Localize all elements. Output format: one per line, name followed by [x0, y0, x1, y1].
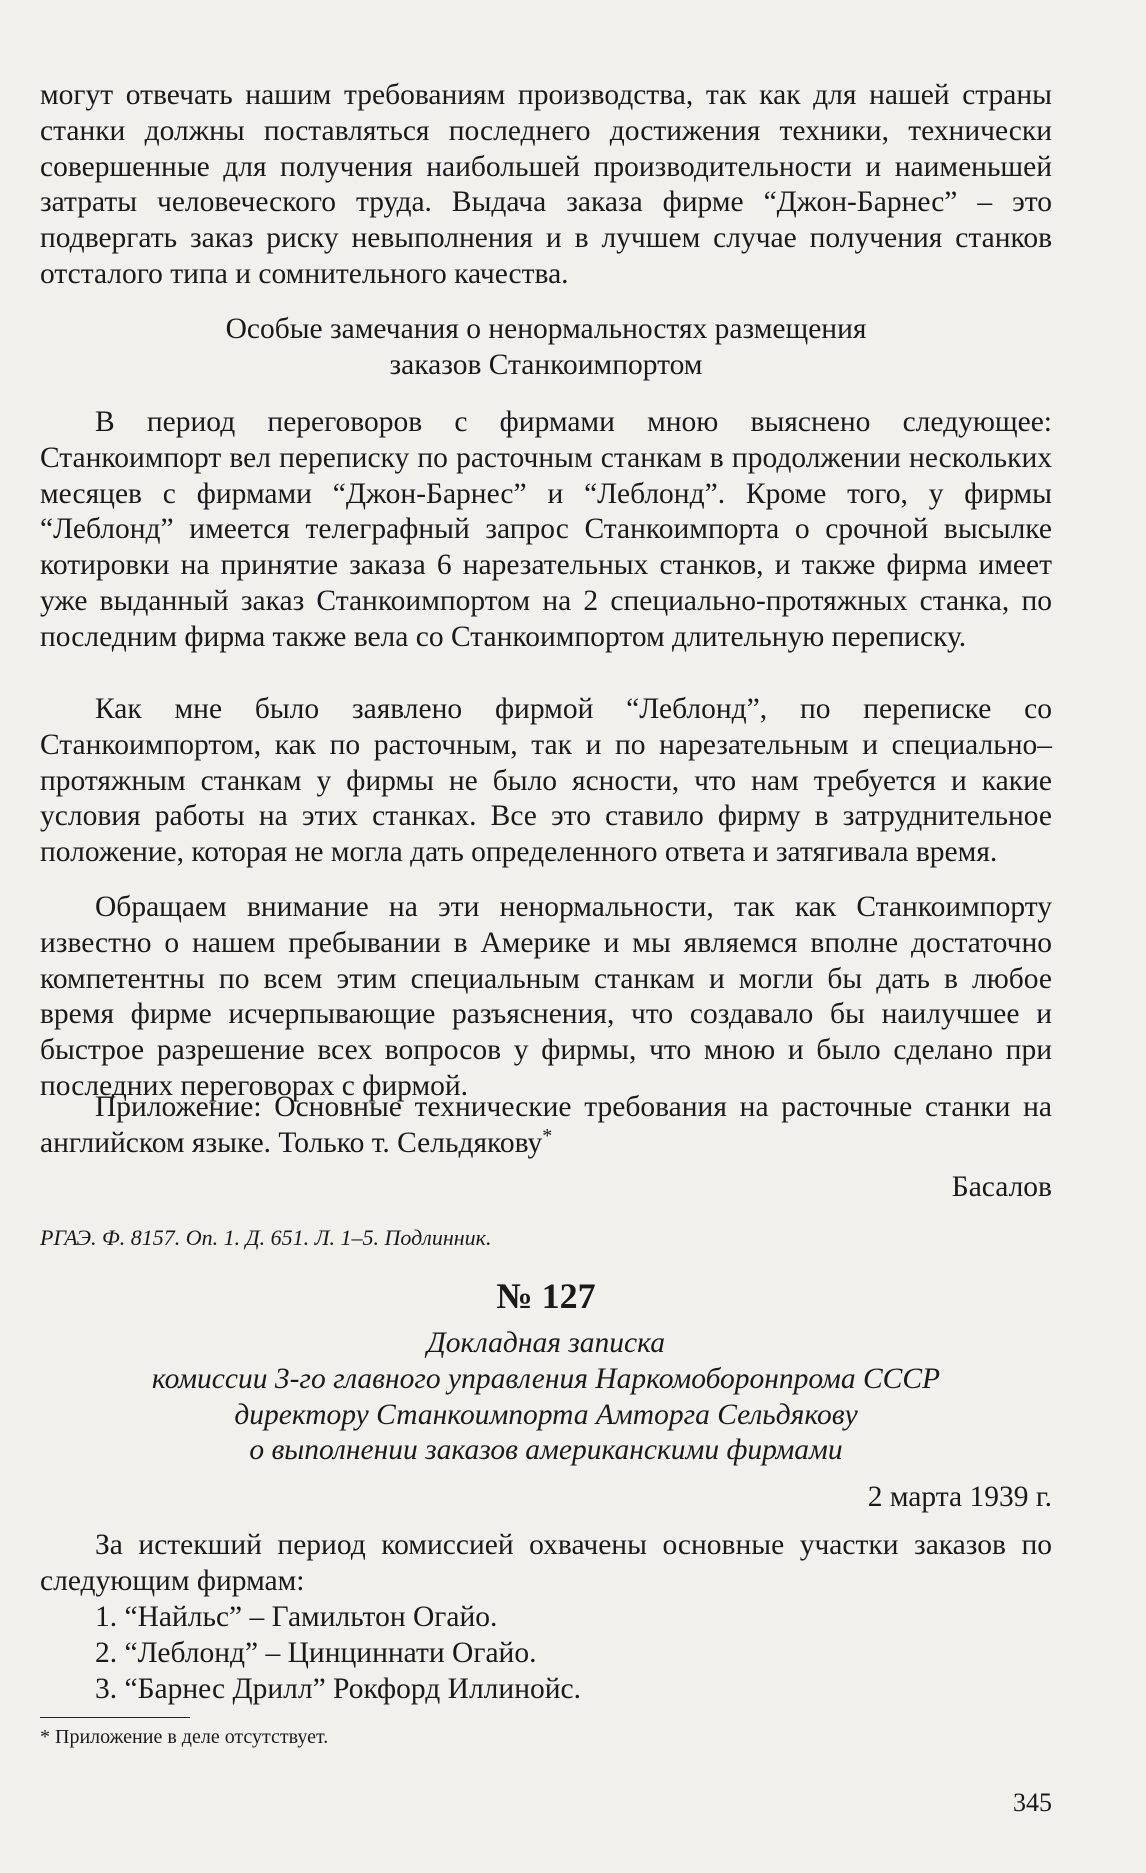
- footnote: * Приложение в деле отсутствует.: [40, 1726, 329, 1748]
- document-title-block: [40, 1326, 1052, 1469]
- intro-paragraph: [40, 1528, 1052, 1600]
- paragraph-1: [40, 78, 1052, 293]
- document-number-block: [40, 1275, 1052, 1317]
- source-reference: РГАЭ. Ф. 8157. Оп. 1. Д. 651. Л. 1–5. Подлинник.: [40, 1225, 492, 1250]
- section-heading: [40, 312, 1052, 384]
- list-item: 2. “Леблонд” – Цинциннати Огайо.: [95, 1636, 537, 1669]
- footnote-divider: [40, 1717, 190, 1718]
- document-date: 2 марта 1939 г.: [867, 1481, 1052, 1513]
- paragraph-3-text: Как мне было заявлено фирмой “Леблонд”, по переписке со Станкоимпортом, как по расточным, так и по нарезательным и специально–протяжным станкам у фирмы не было ясности, что нам требуется и какие условия работы на этих станках. Все это ставило фирму в затруднительное положение, которая не могла дать определенного ответа и затягивала время.: [40, 693, 1052, 869]
- paragraph-1-text: могут отвечать нашим требованиям производства, так как для нашей страны станки должны поставляться последнего достижения техники, технически совершенные для получения наибольшей производительности и наименьшей затраты человеческого труда. Выдача заказа фирме “Джон-Барнес” – это подвергать заказ риску невыполнения и в лучшем случае получения станков отсталого типа и сомнительного качества.: [40, 79, 1052, 290]
- signature: Басалов: [951, 1171, 1052, 1203]
- signature-block: [40, 1170, 1052, 1206]
- document-title-line-4: о выполнении заказов американскими фирмами: [249, 1434, 843, 1467]
- list-item: 1. “Найльс” – Гамильтон Огайо.: [95, 1601, 498, 1633]
- document-date-block: [40, 1480, 1052, 1516]
- paragraph-2: [40, 405, 1052, 656]
- paragraph-5: [40, 1090, 1052, 1162]
- list-item: 3. “Барнес Дрилл” Рокфорд Иллинойс.: [95, 1672, 581, 1705]
- document-title-line-1: Докладная записка: [427, 1327, 665, 1359]
- document-number: № 127: [496, 1276, 596, 1316]
- firms-list: [40, 1600, 1052, 1707]
- footnote-marker: *: [542, 1124, 553, 1147]
- document-title-line-3: директору Станкоимпорта Амторга Сельдякову: [234, 1398, 858, 1431]
- heading-line-1: Особые замечания о ненормальностях размещения: [225, 313, 867, 345]
- archival-source: [40, 1225, 1052, 1251]
- intro-text: За истекший период комиссией охвачены основные участки заказов по следующим фирмам:: [40, 1529, 1052, 1597]
- page-number: 345: [1013, 1788, 1052, 1817]
- paragraph-5-text: [40, 1090, 1052, 1162]
- appendix-text: Приложение: Основные технические требования на расточные станки на английском языке. Только т. Сельдякову: [40, 1091, 1052, 1159]
- paragraph-2-text: В период переговоров с фирмами мною выяснено следующее: Станкоимпорт вел переписку по расточным станкам в продолжении нескольких месяцев с фирмами “Джон-Барнес” и “Леблонд”. Кроме того, у фирмы “Леблонд” имеется телеграфный запрос Станкоимпорта о срочной высылке котировки на принятие заказа 6 нарезательных станков, и также фирма имеет уже выданный заказ Станкоимпортом на 2 специально-протяжных станка, по последним фирма также вела со Станкоимпортом длительную переписку.: [40, 406, 1052, 653]
- heading-line-2: заказов Станкоимпортом: [389, 348, 703, 381]
- paragraph-4-text: Обращаем внимание на эти ненормальности, так как Станкоимпорту известно о нашем пребывании в Америке и мы являемся вполне достаточно компетентны по всем этим специальным станкам и могли бы дать в любое время фирме исчерпывающие разъяснения, что создавало бы наилучшее и быстрое разрешение всех вопросов у фирмы, что мною и было сделано при последних переговорах с фирмой.: [40, 891, 1052, 1102]
- document-title-line-2: комиссии 3-го главного управления Наркомоборонпрома СССР: [151, 1362, 941, 1395]
- paragraph-4: [40, 890, 1052, 1105]
- paragraph-3: [40, 692, 1052, 871]
